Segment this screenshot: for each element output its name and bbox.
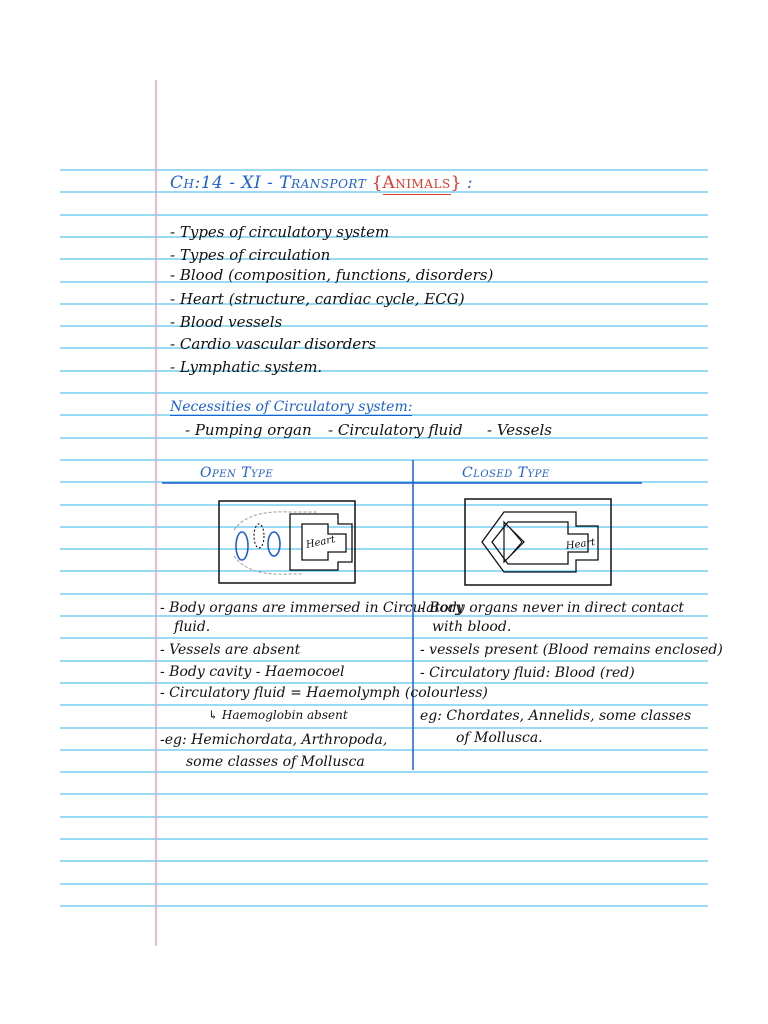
open-heart-label: Heart — [305, 534, 337, 551]
open-note: - Body cavity - Haemocoel — [160, 664, 345, 680]
necessity-item: - Vessels — [487, 421, 552, 439]
topic-item: - Lymphatic system. — [170, 358, 323, 376]
topic-item: - Blood (composition, functions, disorders) — [170, 266, 494, 284]
closed-type-heading: Closed Type — [462, 465, 550, 481]
open-note: - Body organs are immersed in Circulatory — [160, 600, 464, 616]
title-open-brace: { — [371, 173, 383, 193]
open-circulation-diagram — [218, 500, 358, 586]
topic-item: - Heart (structure, cardiac cycle, ECG) — [170, 290, 465, 308]
closed-note: - Circulatory fluid: Blood (red) — [420, 665, 635, 681]
open-type-heading: Open Type — [200, 465, 274, 481]
topic-item: - Cardio vascular disorders — [170, 335, 377, 353]
title-subject: Animals — [382, 173, 451, 193]
open-note: fluid. — [174, 619, 211, 635]
topic-item: - Types of circulatory system — [170, 223, 390, 241]
open-note: - Vessels are absent — [160, 642, 301, 658]
open-note: -eg: Hemichordata, Arthropoda, — [160, 732, 388, 748]
open-note: some classes of Mollusca — [186, 754, 365, 770]
open-note: - Circulatory fluid = Haemolymph (colourless) — [160, 685, 488, 701]
topic-item: - Blood vessels — [170, 313, 283, 331]
closed-note: eg: Chordates, Annelids, some classes — [420, 708, 692, 724]
closed-heart-label: Heart — [565, 537, 596, 552]
page-title — [170, 173, 473, 193]
necessity-item: - Pumping organ — [185, 421, 312, 439]
open-note: ↳ Haemoglobin absent — [208, 708, 348, 722]
closed-note: with blood. — [432, 619, 512, 635]
necessity-item: - Circulatory fluid — [328, 421, 463, 439]
topic-item: - Types of circulation — [170, 246, 331, 264]
title-colon: : — [466, 173, 473, 193]
necessities-heading: Necessities of Circulatory system: — [170, 399, 413, 415]
closed-note: - vessels present (Blood remains enclosed) — [420, 642, 723, 658]
title-chapter: Ch:14 - XI - Transport — [170, 173, 367, 193]
title-close-brace: } — [450, 173, 462, 193]
closed-note: of Mollusca. — [456, 730, 543, 746]
closed-note: - Body organs never in direct contact — [420, 600, 684, 616]
